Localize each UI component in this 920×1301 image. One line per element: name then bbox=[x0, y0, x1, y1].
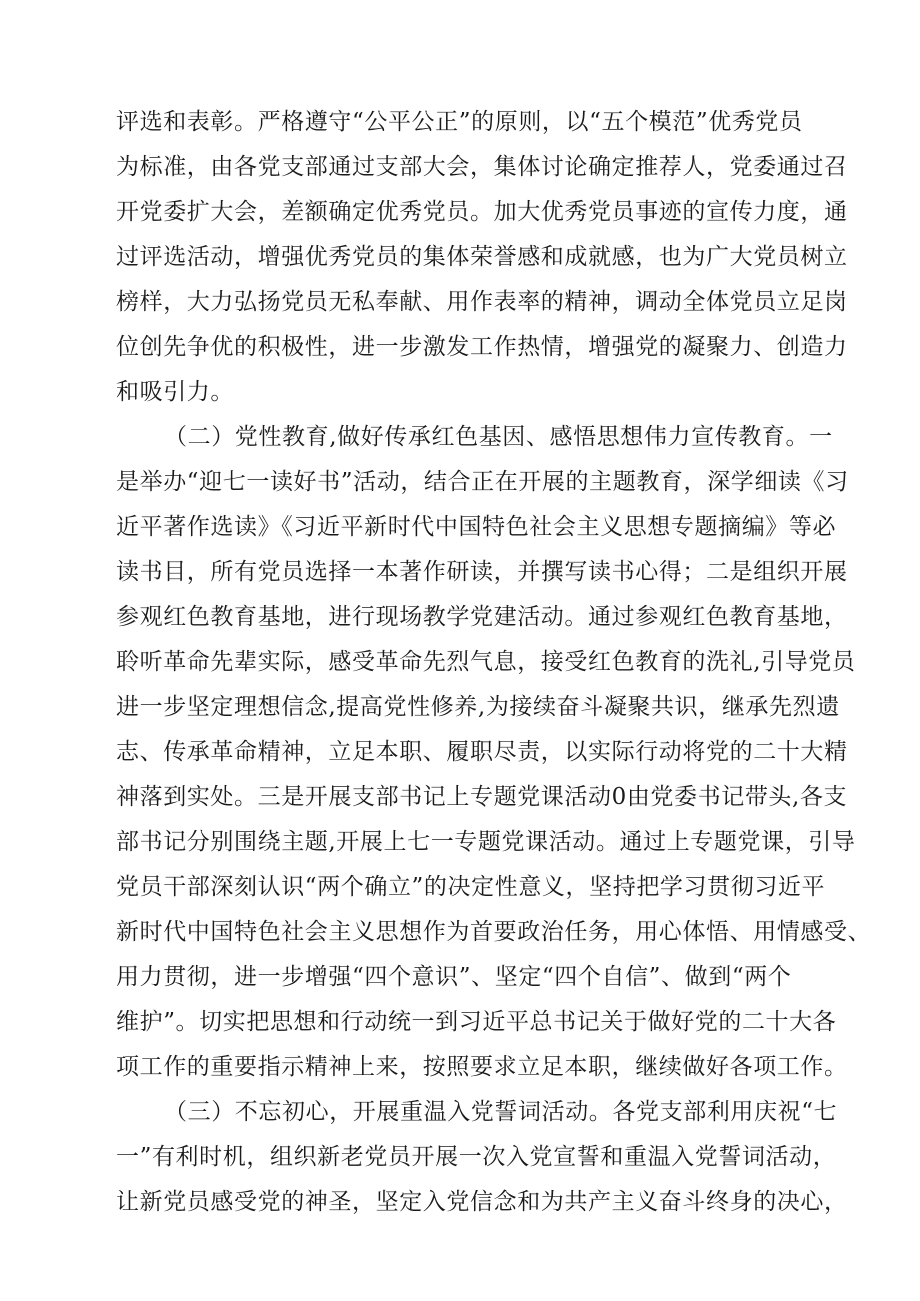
text-line: 参观红色教育基地，进行现场教学党建活动。通过参观红色教育基地， bbox=[116, 604, 848, 630]
text-line: 用力贯彻，进一步增强“四个意识”、坚定“四个自信”、做到“两个 bbox=[116, 964, 792, 990]
text-line: 和吸引力。 bbox=[116, 379, 234, 405]
paragraph-1 bbox=[116, 100, 856, 415]
text-line: 进一步坚定理想信念,提高党性修养,为接续奋斗凝聚共识，继承先烈遗 bbox=[116, 694, 840, 720]
text-line: 评选和表彰。严格遵守“公平公正”的原则，以“五个模范”优秀党员 bbox=[116, 109, 803, 135]
text-line: 开党委扩大会，差额确定优秀党员。加大优秀党员事迹的宣传力度，通 bbox=[116, 199, 848, 225]
text-line: 是举办“迎七一读好书”活动，结合正在开展的主题教育，深学细读《习 bbox=[116, 469, 849, 495]
text-line: 为标准，由各党支部通过支部大会，集体讨论确定推荐人，党委通过召 bbox=[116, 154, 848, 180]
text-line: 维护”。切实把思想和行动统一到习近平总书记关于做好党的二十大各 bbox=[116, 1009, 837, 1035]
text-line: 位创先争优的积极性，进一步激发工作热情，增强党的凝聚力、创造力 bbox=[116, 334, 848, 360]
text-line: 榜样，大力弘扬党员无私奉献、用作表率的精神，调动全体党员立足岗 bbox=[116, 289, 848, 315]
paragraph-2 bbox=[116, 415, 872, 1090]
text-line: 近平著作选读》《习近平新时代中国特色社会主义思想专题摘编》等必 bbox=[116, 514, 837, 540]
text-line: 党员干部深刻认识“两个确立”的决定性意义，坚持把学习贯彻习近平 bbox=[116, 874, 826, 900]
text-line: （二）党性教育,做好传承红色基因、感悟思想伟力宣传教育。一 bbox=[164, 424, 833, 450]
text-line: 读书目，所有党员选择一本著作研读，并撰写读书心得；二是组织开展 bbox=[116, 559, 848, 585]
text-line: 志、传承革命精神，立足本职、履职尽责，以实际行动将党的二十大精 bbox=[116, 739, 848, 765]
paragraph-3 bbox=[116, 1090, 856, 1225]
text-line: 部书记分别围绕主题,开展上七一专题党课活动。通过上专题党课，引导 bbox=[116, 829, 856, 855]
text-line: 神落到实处。三是开展支部书记上专题党课活动0由党委书记带头,各支 bbox=[116, 784, 848, 810]
text-line: 一”有利时机，组织新老党员开展一次入党宣誓和重温入党誓词活动， bbox=[116, 1144, 837, 1170]
document-body bbox=[116, 100, 872, 1225]
text-line: 让新党员感受党的神圣，坚定入党信念和为共产主义奋斗终身的决心， bbox=[116, 1189, 848, 1215]
text-line: （三）不忘初心，开展重温入党誓词活动。各党支部利用庆祝“七 bbox=[164, 1099, 838, 1125]
text-line: 项工作的重要指示精神上来，按照要求立足本职，继续做好各项工作。 bbox=[116, 1054, 848, 1080]
text-line: 新时代中国特色社会主义思想作为首要政治任务，用心体悟、用情感受、 bbox=[116, 919, 872, 945]
text-line: 过评选活动，增强优秀党员的集体荣誉感和成就感，也为广大党员树立 bbox=[116, 244, 848, 270]
text-line: 聆听革命先辈实际，感受革命先烈气息，接受红色教育的洗礼,引导党员 bbox=[116, 649, 856, 675]
